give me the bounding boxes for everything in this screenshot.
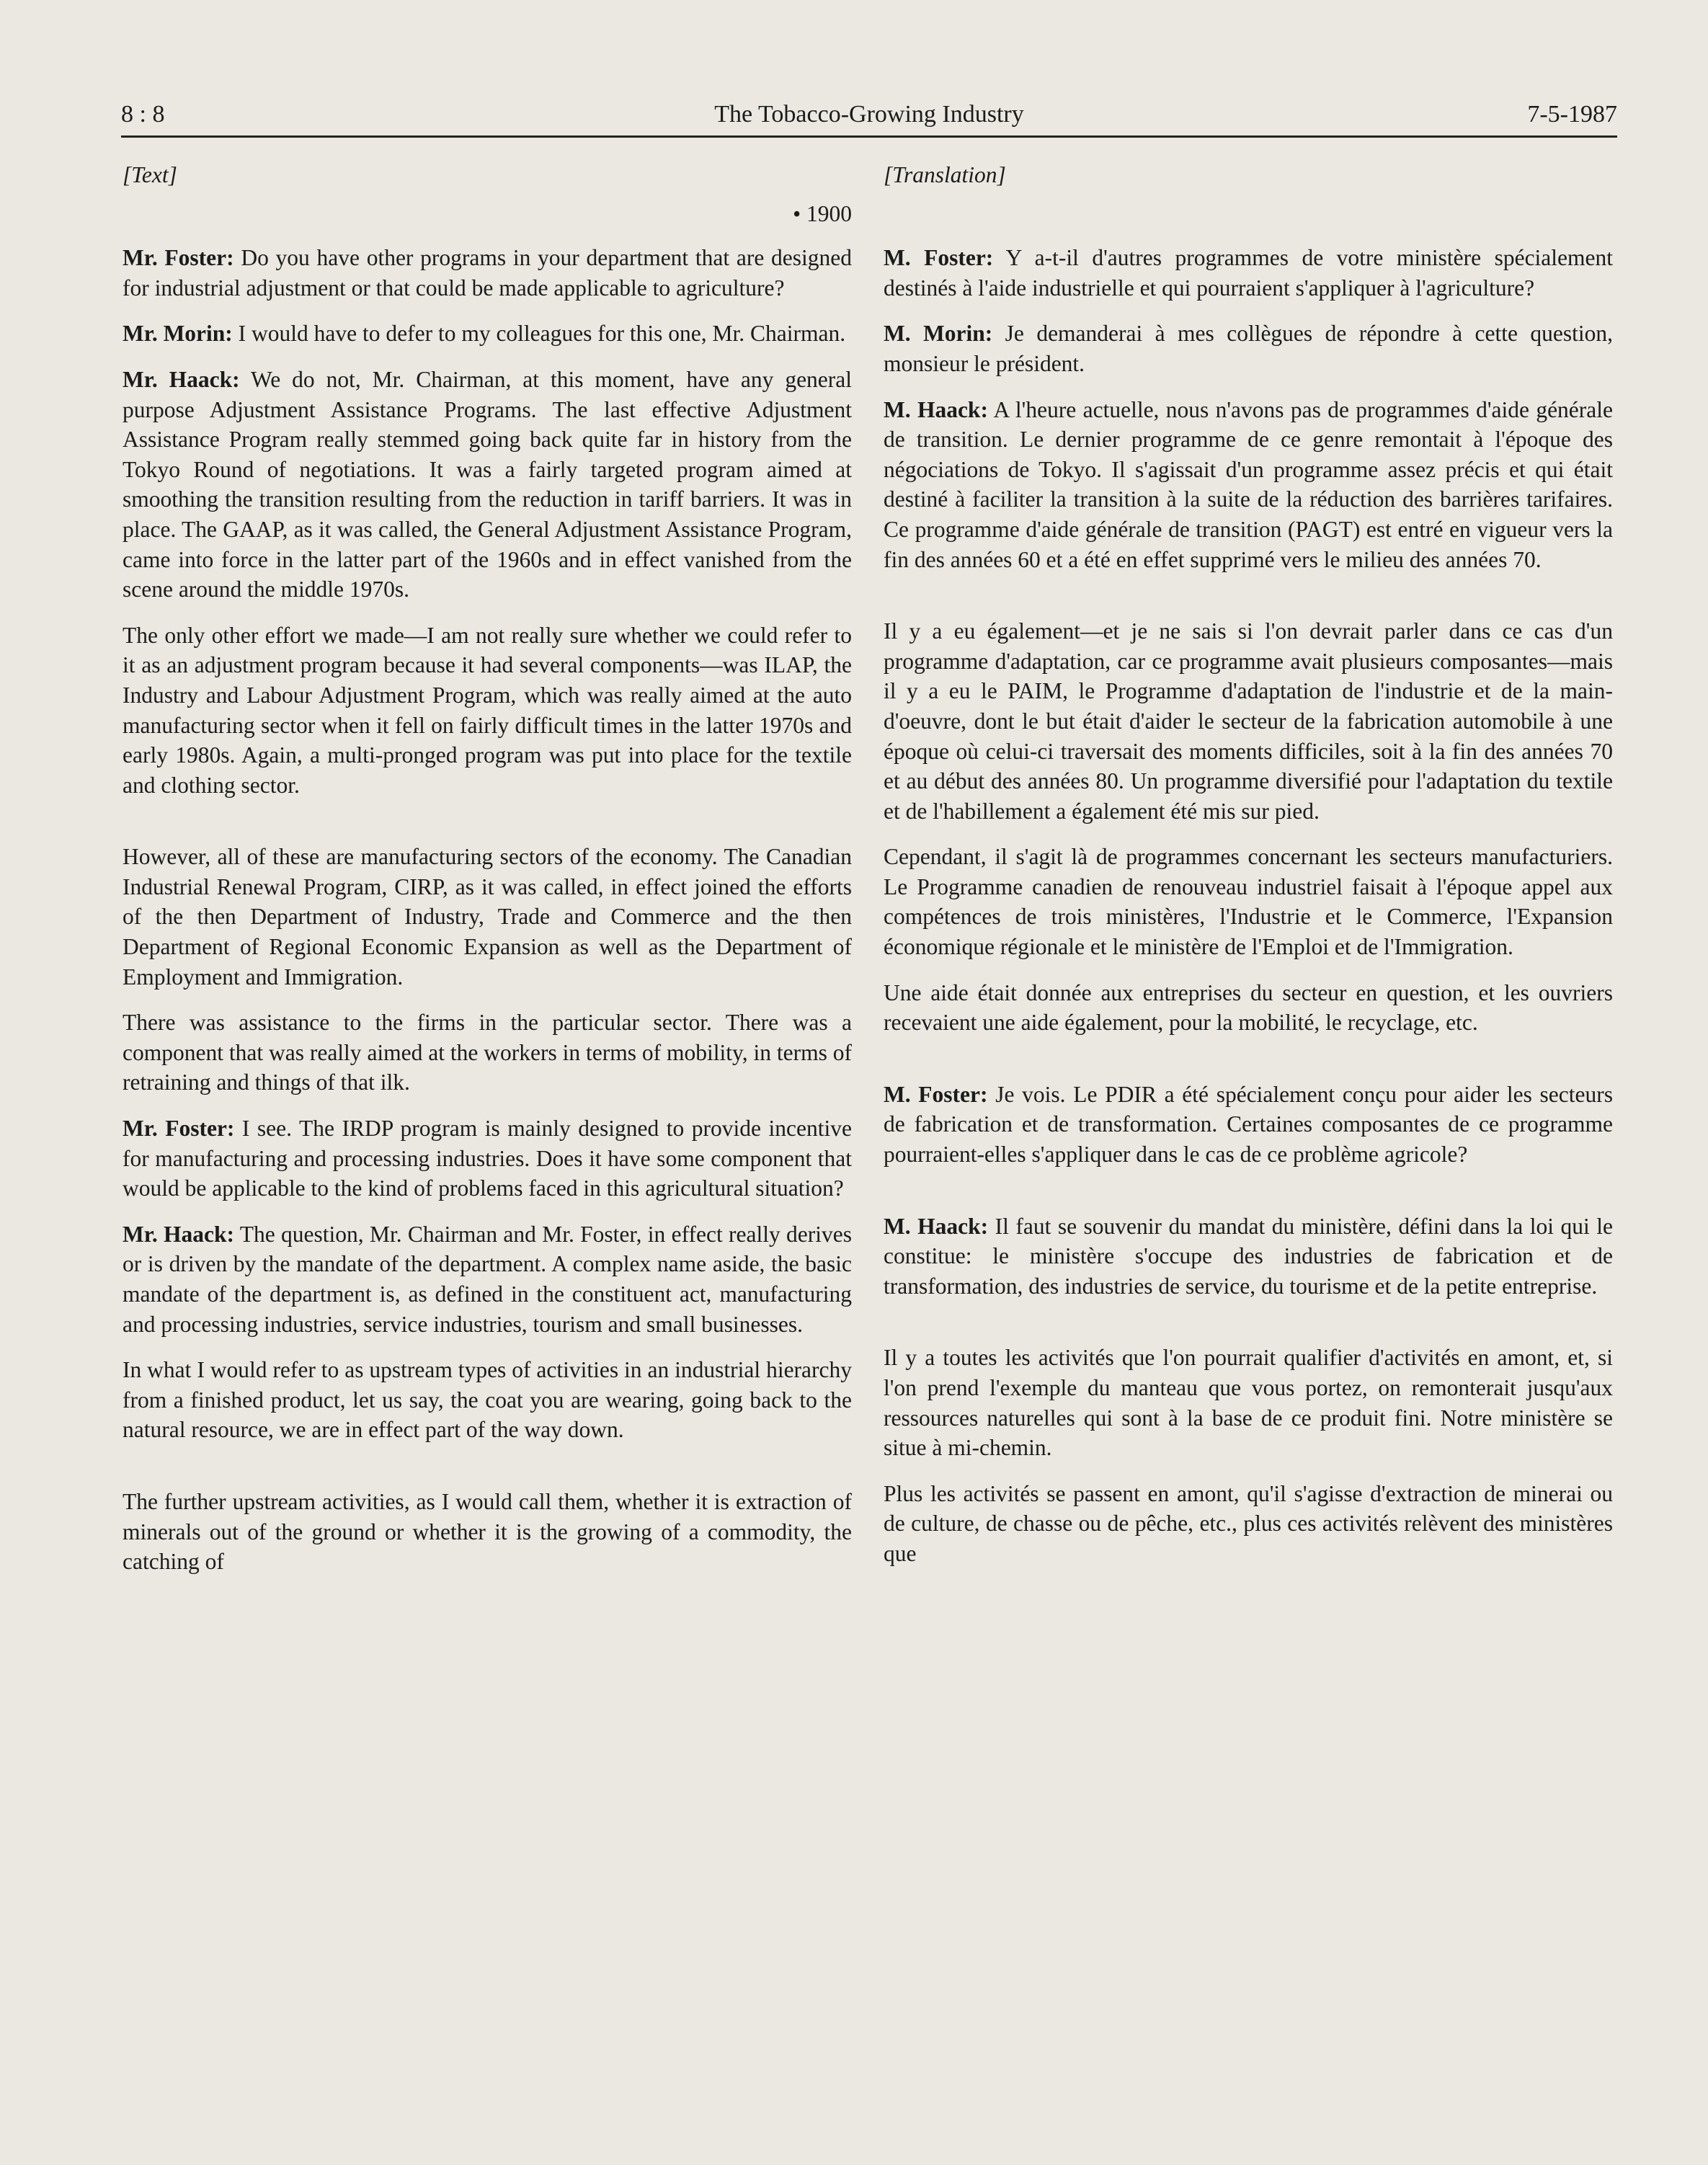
paragraph — [123, 1113, 852, 1204]
time-marker: • 1900 — [793, 200, 852, 226]
running-header — [121, 101, 1617, 138]
column-label: [Translation] — [884, 162, 1006, 187]
paragraph-text: I would have to defer to my colleagues for this one, Mr. Chairman. — [232, 321, 846, 347]
paragraph — [123, 1219, 852, 1339]
paragraph — [884, 319, 1613, 378]
document-date: 7-5-1987 — [1527, 101, 1617, 128]
paragraph — [123, 1487, 852, 1577]
paragraph — [123, 319, 852, 349]
speaker-name: M. Morin: — [884, 321, 993, 347]
paragraph-text: Plus les activités se passent en amont, qu'il s'agisse d'extraction de minerai ou de culture, de chasse ou de pêche, etc., plus ces activités relèvent des ministères que — [884, 1480, 1613, 1566]
paragraph — [884, 1479, 1613, 1569]
column-label: [Text] — [123, 162, 177, 187]
paragraph-text: Je demanderai à mes collègues de répondre à cette question, monsieur le président. — [884, 321, 1613, 376]
time-spacer — [884, 199, 1613, 229]
speaker-name: Mr. Foster: — [123, 1116, 235, 1142]
speaker-name: Mr. Morin: — [123, 321, 233, 347]
document-title: The Tobacco-Growing Industry — [714, 101, 1024, 128]
paragraph-text: In what I would refer to as upstream types of activities in an industrial hierarchy from a finished product, let us say, the coat you are wearing, going back to the natural resource, we are in effect part of the way down. — [123, 1357, 852, 1443]
paragraph — [884, 616, 1613, 826]
paragraph-text: Il faut se souvenir du mandat du ministère, défini dans la loi qui le constitue: le ministère s'occupe des industries de fabrication et de transformation, des industries de service, du tourisme et de la petite entreprise. — [884, 1213, 1613, 1299]
paragraph-text: Il y a eu également—et je ne sais si l'on devrait parler dans ce cas d'un programme d'adaptation, car ce programme avait plusieurs composantes—mais il y a eu le PAIM, le Programme d'adaptation de l'industrie et de la main-d'oeuvre, dont le but était d'aider le secteur de la fabrication automobile à une époque où celui-ci traversait des moments difficiles, soit à la fin des années 70 et au début des années 80. Un programme diversifié pour l'adaptation du textile et de l'habillement a également été mis sur pied. — [884, 618, 1613, 824]
paragraph — [123, 365, 852, 605]
paragraph-text: Cependant, il s'agit là de programmes concernant les secteurs manufacturiers. Le Programme canadien de renouveau industriel faisait à l'époque appel aux compétences de trois ministères, l'Industrie et le Commerce, l'Expansion économique régionale et le ministère de l'Emploi et de l'Immigration. — [884, 844, 1613, 960]
paragraph — [123, 842, 852, 992]
paragraph — [884, 1343, 1613, 1462]
paragraph — [123, 243, 852, 303]
paragraph — [884, 978, 1613, 1038]
speaker-name: M. Foster: — [884, 245, 994, 271]
paragraph — [884, 1080, 1613, 1170]
speaker-name: Mr. Haack: — [123, 1221, 234, 1247]
speaker-name: M. Haack: — [884, 1213, 989, 1239]
page-number: 8 : 8 — [121, 101, 165, 128]
paragraph-text: Je vois. Le PDIR a été spécialement conçu pour aider les secteurs de fabrication et de transformation. Certaines composantes de ce programme pourraient-elles s'appliquer dans le cas de ce problème agricole? — [884, 1081, 1613, 1168]
french-column — [884, 160, 1613, 1585]
speaker-name: Mr. Haack: — [123, 366, 240, 392]
paragraph — [123, 1355, 852, 1445]
paragraph-text: We do not, Mr. Chairman, at this moment, have any general purpose Adjustment Assistance Programs. The last effective Adjustment Assistance Program really stemmed going back quite far in history from the Tokyo Round of negotiations. It was a fairly targeted program aimed at smoothing the transition resulting from the reduction in tariff barriers. It was in place. The GAAP, as it was called, the General Adjustment Assistance Program, came into force in the latter part of the 1960s and in effect vanished from the scene around the middle 1970s. — [123, 366, 852, 603]
paragraph — [123, 621, 852, 801]
paragraph-text: There was assistance to the firms in the particular sector. There was a component that was really aimed at the workers in terms of mobility, in terms of retraining and things of that ilk. — [123, 1010, 852, 1095]
paragraph-text: Il y a toutes les activités que l'on pourrait qualifier d'activités en amont, et, si l'on prend l'exemple du manteau que vous portez, on remonterait jusqu'aux ressources naturelles qui sont à la base de ce produit fini. Notre ministère se situe à mi-chemin. — [884, 1345, 1613, 1461]
paragraph — [123, 1008, 852, 1098]
paragraph — [884, 395, 1613, 575]
paragraph-text: The further upstream activities, as I would call them, whether it is extraction of minerals out of the ground or whether it is the growing of a commodity, the catching of — [123, 1488, 852, 1575]
paragraph — [884, 842, 1613, 961]
speaker-name: M. Foster: — [884, 1081, 988, 1107]
paragraph-text: Y a-t-il d'autres programmes de votre ministère spécialement destinés à l'aide industrielle et qui pourraient s'appliquer à l'agriculture? — [884, 245, 1613, 301]
paragraph-text: However, all of these are manufacturing sectors of the economy. The Canadian Industrial Renewal Program, CIRP, as it was called, in effect joined the efforts of the then Department of Industry, Trade and Commerce and the then Department of Regional Economic Expansion as well as the Department of Employment and Immigration. — [123, 844, 852, 990]
speaker-name: M. Haack: — [884, 396, 988, 422]
paragraph — [884, 243, 1613, 303]
paragraph-text: A l'heure actuelle, nous n'avons pas de programmes d'aide générale de transition. Le dernier programme de ce genre remontait à l'époque des négociations de Tokyo. Il s'agissait d'un programme assez précis et qui était destiné à faciliter la transition à la suite de la réduction des barrières tarifaires. Ce programme d'aide générale de transition (PAGT) est entré en vigueur vers la fin des années 60 et a été en effet supprimé vers le milieu des années 70. — [884, 396, 1613, 572]
english-column — [123, 160, 852, 1593]
paragraph — [884, 1212, 1613, 1302]
paragraph-text: I see. The IRDP program is mainly designed to provide incentive for manufacturing and processing industries. Does it have some component that would be applicable to the kind of problems faced in this agricultural situation? — [123, 1116, 852, 1201]
paragraph-text: The only other effort we made—I am not really sure whether we could refer to it as an adjustment program because it had several components—was ILAP, the Industry and Labour Adjustment Program, which was really aimed at the auto manufacturing sector when it fell on fairly difficult times in the latter 1970s and early 1980s. Again, a multi-pronged program was put into place for the textile and clothing sector. — [123, 622, 852, 798]
paragraph-text: The question, Mr. Chairman and Mr. Foster, in effect really derives or is driven by the mandate of the department. A complex name aside, the basic mandate of the department is, as defined in the constituent act, manufacturing and processing industries, service industries, tourism and small businesses. — [123, 1221, 852, 1337]
paragraph-text: Do you have other programs in your department that are designed for industrial adjustment or that could be made applicable to agriculture? — [123, 245, 852, 301]
speaker-name: Mr. Foster: — [123, 245, 234, 271]
paragraph-text: Une aide était donnée aux entreprises du secteur en question, et les ouvriers recevaient une aide également, pour la mobilité, le recyclage, etc. — [884, 979, 1613, 1036]
